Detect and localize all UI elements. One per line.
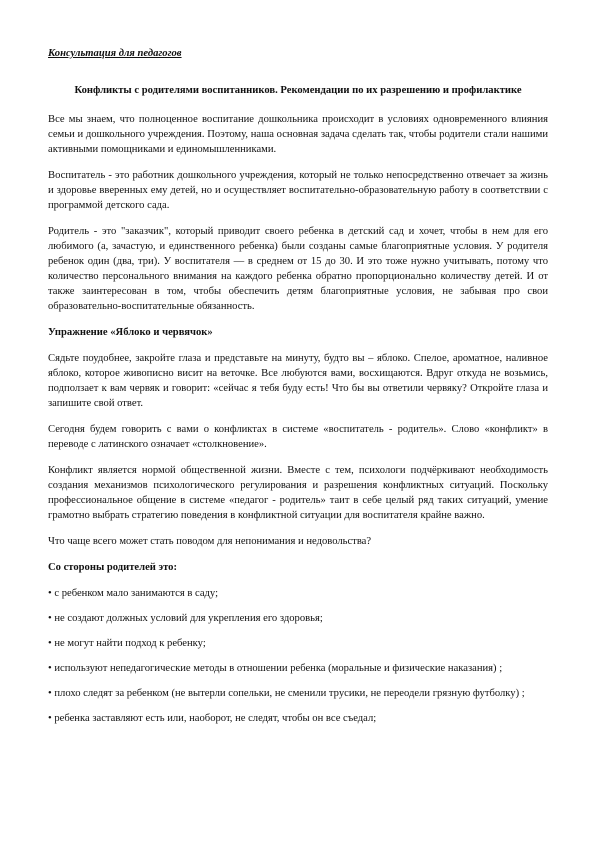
- document-page: [48, 46, 548, 736]
- paragraph-conflict-definition: Сегодня будем говорить с вами о конфликтах в системе «воспитатель - родитель». Слово «конфликт» в переводе с латинского означает «столкновение».: [48, 424, 548, 450]
- bullet-item: • ребенка заставляют есть или, наоборот, не следят, чтобы он все съедал;: [48, 713, 377, 724]
- paragraph-intro: Все мы знаем, что полноценное воспитание дошкольника происходит в условиях одновременного влияния семьи и дошкольного учреждения. Поэтому, наша основная задача сделать так, чтобы родители стали нашими активными помощниками и единомышленниками.: [48, 114, 548, 155]
- bullet-item: • с ребенком мало занимаются в саду;: [48, 588, 219, 599]
- paragraph-educator: Воспитатель - это работник дошкольного учреждения, который не только непосредственно отвечает за жизнь и здоровье вверенных ему детей, но и осуществляет воспитательно-образовательную работу в соответствии с программой детского сада.: [48, 170, 548, 211]
- paragraph-parent: Родитель - это "заказчик", который приводит своего ребенка в детский сад и хочет, чтобы в нем для его любимого (а, зачастую, и единственного ребенка) были созданы самые благоприятные условия. У родителя ребенок один (два, три). У воспитателя — в среднем от 15 до 30. И это тоже нужно учитывать, потому что количество персонального внимания на каждого ребенка обратно пропорционально количеству детей. И от также заинтересован в том, чтобы обеспечить детям благоприятные условия, не забывая про свои образовательно-воспитательные обязанность.: [48, 226, 548, 312]
- document-title: Конфликты с родителями воспитанников. Рекомендации по их разрешению и профилактике: [74, 85, 522, 96]
- exercise-title: Упражнение «Яблоко и червячок»: [48, 327, 213, 338]
- bullet-item: • используют непедагогические методы в отношении ребенка (моральные и физические наказания) ;: [48, 663, 503, 674]
- bullet-item: • плохо следят за ребенком (не вытерли сопельки, не сменили трусики, не переодели грязную футболку) ;: [48, 688, 525, 699]
- paragraph-exercise: Сядьте поудобнее, закройте глаза и представьте на минуту, будто вы – яблоко. Спелое, ароматное, наливное яблоко, которое живописно висит на веточке. Все любуются вами, восхищаются. Вдруг откуда не возьмись, подползает к вам червяк и говорит: «сейчас я тебя буду есть! Что бы вы ответили червяку? Откройте глаза и запишите свой ответ.: [48, 353, 548, 409]
- bullet-item: • не могут найти подход к ребенку;: [48, 638, 206, 649]
- bullet-item: • не создают должных условий для укрепления его здоровья;: [48, 613, 323, 624]
- parents-side-heading: Со стороны родителей это:: [48, 562, 177, 573]
- document-kicker: Консультация для педагогов: [48, 48, 182, 59]
- paragraph-question: Что чаще всего может стать поводом для непонимания и недовольства?: [48, 536, 372, 547]
- paragraph-conflict-norm: Конфликт является нормой общественной жизни. Вместе с тем, психологи подчёркивают необходимость создания механизмов психологического регулирования и разрешения конфликтных ситуаций. Поскольку профессиональное общение в системе «педагог - родитель» таит в себе целый ряд таких ситуаций, умение грамотно выбрать стратегию поведения в конфликтной ситуации для воспитателя крайне важно.: [48, 465, 548, 521]
